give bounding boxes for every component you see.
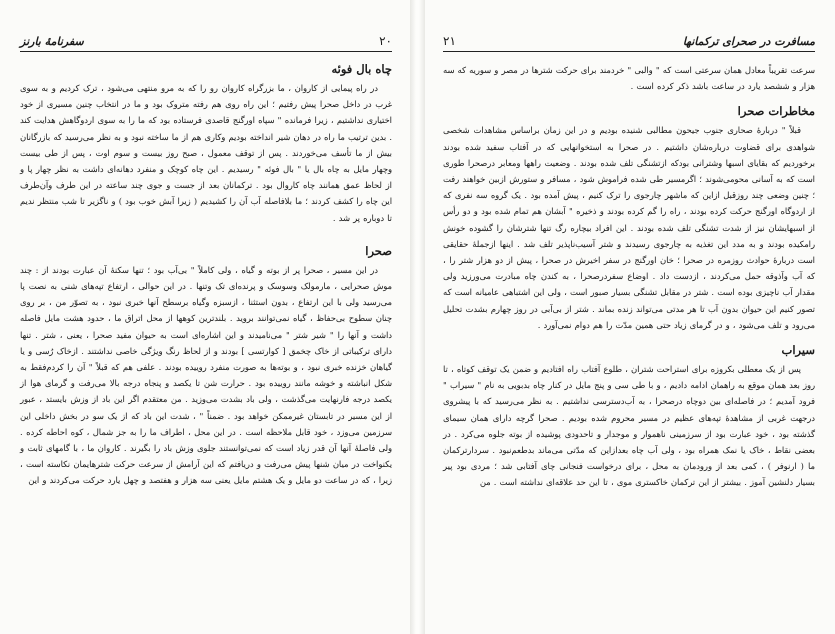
section-paragraph: در راه پیمایی از کاروان ، ما بزرگراه کاروان رو را که به مرو منتهی می‌شود ، ترک کردیم و به سوی غرب در داخل صحرا پیش رفتیم ؛ این راه روی هم رفته متروک بود و ما در انتخاب چنین مسیری از خود اختیاری نداشتیم ، زیرا فرمانده " سپاه اورگنج قاصدی فرستاده بود که ما را به سوی اردوگاهش هدایت کند . بدین ترتیب ما راه در دهان شیر انداخته بودیم وکاری هم از ما ساخته نبود و به نظر می‌رسید که بازرگانان بیش از ما تأسف می‌خوردند . پس از توقف معمول ، صبح روز بیست و سوم اوت ، پس از طی بیست وچهار مایل به چاه بال یا " بال فوئه " رسیدیم . این چاه کوچک و منفرد دهانه‌ای داشت به نظر چهار پا و از لحاظ عمق همانند چاه کاروال بود . ترکمانان بعد از جست و جوی چند ساعته در این طرف وآن‌طرف این چاه را کشف کردند ؛ ما بلافاصله آب آن را کشیدیم ( زیرا آبش خوب بود ) و ناگزیر تا شب منتظر ندیم تا دوباره پر شد . <box>19 83 392 223</box>
section-heading: صحرا <box>365 243 392 258</box>
intro-paragraph: سرعت تقریباً معادل همان سرعتی است که " والبی " خردمند برای حرکت شترها در مصر و سوریه که سه هزار و ششصد یارد در ساعت باشد ذکر کرده است . <box>443 65 815 92</box>
running-title: سفرنامهٔ بارنز <box>20 35 84 48</box>
section-paragraph: پس از یک معطلی بکروزه برای استراحت شتران ، طلوع آفتاب راه افتادیم و ضمن یک توقف کوتاه ، تا روز بعد همان موقع به راهمان ادامه دادیم ، و با طی سی و پنج مایل در کنار چاه بدبویی به نام " سیراب " فرود آمدیم ؛ در فاصله‌ای بین دوچاه درصحرا ، به آب‌دسترسی نداشتیم . به نظر می‌رسید که با پیشروی درجهت غربی از مشاهدهٔ تپه‌های عظیم در مسیر محروم شده بودیم . صحرا گرچه دارای همان سیمای گذشته بود ، خود عبارت بود از سرزمینی ناهموار و موجدار و تاحدودی پوشیده از بوته جلوه می‌کرد . در بعضی نقاط ، خاک یا نمک همراه بود ، ولی آب چاه بعدازاین که مدّتی می‌ماند بدطعم‌نبود . سردارترکمان ما ( ارنوفر ) ، کمی بعد از ورودمان به محل ، برای درخواست فنجانی چای آفتابی شد ؛ مردی بود پیر بسیار دلنشین آموز . بیشتر از این ترکمان خاکستری موی ، تا این حد علاقه‌ای نداشته است . من <box>443 364 815 488</box>
page-number: ۲۱ <box>443 34 456 48</box>
right-page <box>425 0 835 634</box>
page-number: ۲۰ <box>379 34 392 48</box>
left-page-header <box>20 34 392 52</box>
section-heading: چاه بال فوئه <box>331 62 392 76</box>
section-heading: مخاطرات صحرا <box>737 104 815 119</box>
right-page-header <box>443 34 815 52</box>
section-paragraph: در این مسیر ، صحرا پر از بوته و گیاه ، ولی کاملاً " بی‌آب بود ؛ تنها سکنهٔ آن عبارت بودند از : چند موش صحرایی ، مارمولک وسوسک و پرنده‌ای تک وتنها . در این حوالی ، ارتفاع تپه‌های شنی به نصت پا می‌رسید ولی با این ارتفاع ، بدون استثنا ، ازسبزه وگیاه برسطح آنها خبری نبود ، به تصوّر من ، بر روی چنان سطوح بی‌حفاظ ، گیاه نمی‌توانند بروید . بلندترین کوهها از محل اتراق ما ، حدود هشت مایل فاصله داشت و آنها را " شیر شتر " می‌نامیدند و این اشاره‌ای است به حیوان مفید صحرا ، یعنی ، شتر . تنها دارای ترکیباتی از خاک چخمق [ کوارتسی ] بودند و از لحاظ رنگ ویژگی خاصی نداشتند . ازخاک رُسی و یا گیاهان خزنده خبری نبود ، و بوته‌ها به صورت منفرد روییده بودند . علفی هم که قبلاً " آن را کردم‌فقط به شکل انباشته و خوشه مانند روییده بود . حرارت شن تا یکصد و پنجاه درجه بالا می‌رفت و گرمای هوا از یکصد درجه فارنهایت می‌گذشت ، ولی باد بشدت می‌وزید . من معتقدم اگر این باد از وزش بایستد ، عبور از این مسیر در تابستان غیرممکن خواهد بود . ضمناً " ، شدت این باد که از یک سو در بخش داخلی این سرزمین می‌وزد ، خود قابل ملاحظه است . در این محل ، اطراف ما را به جز شمال ، کوه احاطه کرده . ولی فاصلهٔ آنها آن قدر زیاد است که نمی‌توانستند جلوی وزش باد را بگیرند . کاروان ما ، با گامهای ثابت و یکنواخت در میان شنها پیش می‌رفت و دریافتم که این آرامش از سرعت حرکت شترهایمان نکاسته است ، زیرا ، که در ساعت دو مایل و یک هشتم مایل یعنی سه هزار و هفتصد و چهل یارد حرکت می‌کردند و این <box>20 264 392 486</box>
section-paragraph: قبلاً " دربارهٔ صحاری جنوب جیحون مطالبی شنیده بودیم و در این زمان براساس مشاهدات شخصی شواهدی برای قضاوت درباره‌شان داشتیم . در صحرا به استخوانهایی که در آفتاب سفید شده بودند برخوردیم که بقایای اسبها وشترانی بودکه ازتشنگی تلف شده بودند . وضعیت راهها ومعابر درصحرا طوری است که به آسانی محومی‌شوند ؛ اگرمسیر طی شده فراموش شود ، مسافر و ستورش ازبین خواهند رفت ؛ چنین وضعی چند روزقبل ازاین که ماشهر چارجوی را ترک کنیم ، پیش آمده بود . یک گروه سه نفری که از اردوگاه اورگنج حرکت کرده بودند ، راه را گم کرده بودند و ذخیره " آبشان هم تمام شده بود و دو رأس از اسبهایشان نیز از شدت تشنگی تلف شده بودند . این افراد بیچاره رگ تنها شترشان را گشوده خونش رامکیده بودند و به مدد این تغذیه به چارجوی رسیدند و شتر آسیب‌ناپذیر تلف شد . اینها ازجملهٔ حقایقی است دربارهٔ حوادث روزمره در صحرا ؛ خان اورگنج در سفر اخیرش در صحرا ، پیش از دو هزار شتر را ، که آب وآذوقه حمل می‌کردند ، ازدست داد . اوضاع سفردرصحرا ، به کندن چاه مبادرت می‌ورزید ولی مقدار آب ناچیزی بوده است . شتر در مقابل تشنگی بسیار صبور است ، ولی این اشتباهی عامیانه است که تصور کنیم این حیوان بدون آب تا هر مدتی می‌تواند زنده بماند . شتر از بی‌آبی در روز چهارم بشدت تحلیل می‌رود و تلف می‌شود ، و در گرمای زیاد حتی همین مدّت را هم دوام نمی‌آورد . <box>443 125 815 330</box>
section-heading: سیراب <box>781 343 815 358</box>
book-gutter <box>410 0 425 634</box>
left-page <box>0 0 410 634</box>
running-title: مسافرت در صحرای ترکمانها <box>682 35 815 48</box>
